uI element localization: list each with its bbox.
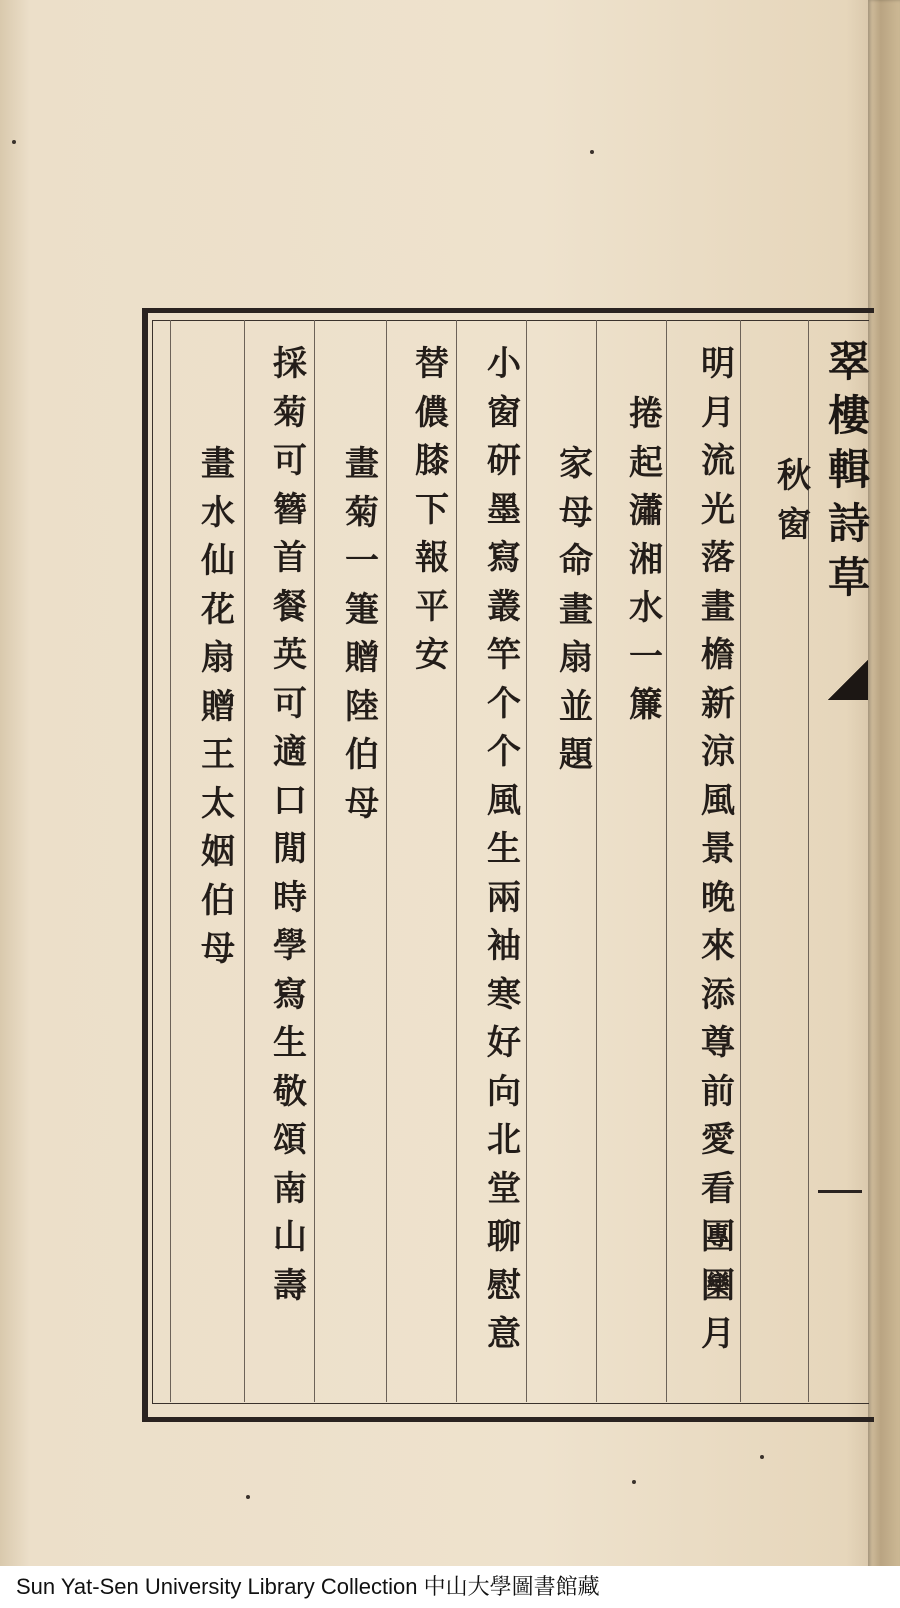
column-rule	[526, 320, 527, 1402]
column-rule	[244, 320, 245, 1402]
page-number-mark	[818, 1190, 862, 1193]
poem-line: 捲起瀟湘水一簾	[629, 394, 663, 725]
poem-title-chrysanthemum: 畫菊一箑贈陸伯母	[345, 444, 379, 824]
poem-line: 替儂膝下報平安	[415, 344, 449, 675]
column-rule	[314, 320, 315, 1402]
paper-speck	[632, 1480, 636, 1484]
poem-line: 採菊可簪首餐英可適口閒時學寫生敬頌南山壽	[273, 344, 307, 1306]
paper-speck	[12, 140, 16, 144]
collection-credit: Sun Yat-Sen University Library Collection 中山大學圖書館藏	[0, 1566, 900, 1608]
poem-title-narcissus: 畫水仙花扇贈王太姻伯母	[201, 444, 235, 969]
poem-title-autumn-window: 秋窗	[777, 456, 811, 545]
poem-title-fan: 家母命畫扇並題	[559, 444, 593, 775]
column-rule	[170, 320, 171, 1402]
poem-line: 小窗研墨寫叢竿个个風生兩袖寒好向北堂聊慰意	[487, 344, 521, 1354]
column-rule	[740, 320, 741, 1402]
running-title: 翠樓輯詩草	[827, 337, 870, 602]
poem-line: 明月流光落畫檐新涼風景晚來添尊前愛看團圞月	[701, 344, 735, 1354]
paper-speck	[760, 1455, 764, 1459]
fish-tail-mark	[828, 660, 868, 700]
paper-speck	[590, 150, 594, 154]
column-rule	[386, 320, 387, 1402]
paper-speck	[246, 1495, 250, 1499]
column-rule	[456, 320, 457, 1402]
